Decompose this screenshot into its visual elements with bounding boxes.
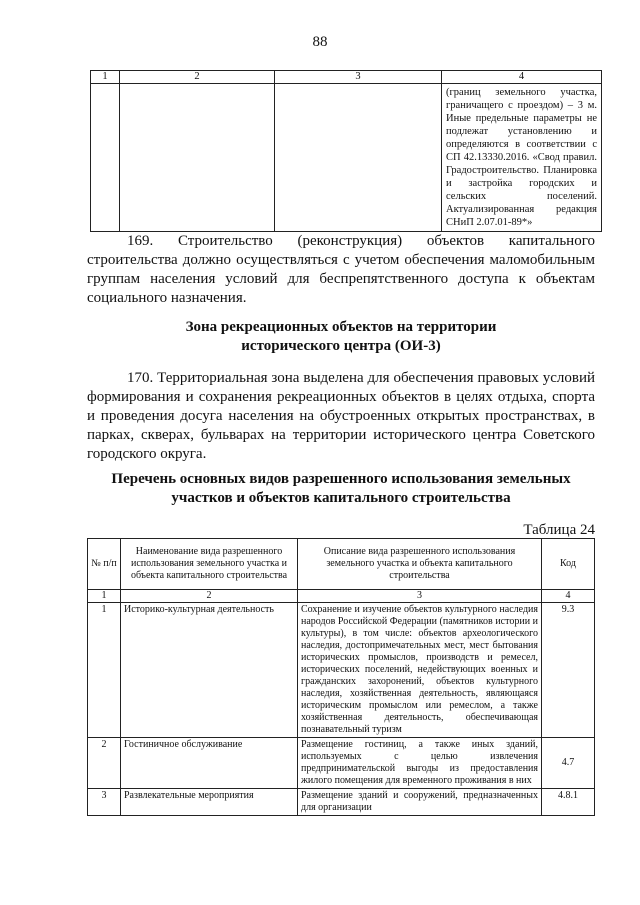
table-cell: (границ земельного участка, граничащего с проездом) – 3 м. Иные предельные параметры не подлежат установлению и определяются в соответствии с СП 42.13330.2016. «Свод правил. Градостроительство. Планировка и застройка городских и сельских поселений. Актуализированная редакция СНиП 2.07.01-89*» <box>442 84 602 232</box>
row-description: Сохранение и изучение объектов культурного наследия народов Российской Федерации (памятников истории и культуры), в том числе: объектов археологического наследия, достопримечательных мест, мест бытования исторических промыслов, производств и ремесел, исторических поселений, недействующих военных и гражданских захоронений, объектов культурного наследия, хозяйственная деятельность, являющаяся историческим промыслом или ремеслом, а также хозяйственная деятельность, обеспечивающая познавательный туризм <box>298 603 542 738</box>
col-number: 3 <box>275 71 442 84</box>
zone-heading-line: исторического центра (ОИ-3) <box>241 338 441 354</box>
row-number: 3 <box>88 789 121 816</box>
table-header-row <box>88 539 595 590</box>
page-number: 88 <box>312 34 328 50</box>
row-number: 2 <box>88 738 121 789</box>
continued-table <box>90 70 602 232</box>
table-row <box>88 789 595 816</box>
table-row <box>88 603 595 738</box>
table-cell <box>120 84 275 232</box>
row-number: 1 <box>88 603 121 738</box>
list-heading-line: участков и объектов капитального строительства <box>171 490 511 506</box>
row-description: Размещение зданий и сооружений, предназначенных для организации <box>298 789 542 816</box>
header-name: Наименование вида разрешенного использования земельного участка и объекта капитального строительства <box>121 539 298 590</box>
header-description: Описание вида разрешенного использования земельного участка и объекта капитального строительства <box>298 539 542 590</box>
col-number: 2 <box>121 590 298 603</box>
table-cell <box>91 84 120 232</box>
table-header-row <box>91 71 602 84</box>
col-number: 2 <box>120 71 275 84</box>
col-number: 4 <box>442 71 602 84</box>
paragraph-169: 169. Строительство (реконструкция) объектов капитального строительства должно осуществляться с учетом обеспечения маломобильным группам населения условий для беспрепятственного доступа к объектам социального назначения. <box>87 233 595 306</box>
zone-heading <box>87 318 595 356</box>
zone-heading-line: Зона рекреационных объектов на территории <box>185 319 497 335</box>
row-code: 4.7 <box>542 738 595 789</box>
row-code: 9.3 <box>542 603 595 738</box>
row-name: Развлекательные мероприятия <box>121 789 298 816</box>
column-number-row <box>88 590 595 603</box>
table-row <box>91 84 602 232</box>
header-code: Код <box>542 539 595 590</box>
col-number: 3 <box>298 590 542 603</box>
permitted-use-table <box>87 538 595 816</box>
table-row <box>88 738 595 789</box>
paragraph-170: 170. Территориальная зона выделена для обеспечения правовых условий формирования и сохранения рекреационных объектов в целях отдыха, спорта и проведения досуга населения на обустроенных открытых пространствах, в парках, скверах, бульварах на территории исторического центра Советского городского округа. <box>87 370 595 462</box>
row-name: Гостиничное обслуживание <box>121 738 298 789</box>
col-number: 1 <box>91 71 120 84</box>
col-number: 1 <box>88 590 121 603</box>
header-no: № п/п <box>88 539 121 590</box>
table-cell <box>275 84 442 232</box>
col-number: 4 <box>542 590 595 603</box>
row-code: 4.8.1 <box>542 789 595 816</box>
row-name: Историко-культурная деятельность <box>121 603 298 738</box>
list-heading-line: Перечень основных видов разрешенного использования земельных <box>111 471 571 487</box>
table-caption: Таблица 24 <box>523 522 595 538</box>
row-description: Размещение гостиниц, а также иных зданий, используемых с целью извлечения предпринимательской выгоды из предоставления жилого помещения для временного проживания в них <box>298 738 542 789</box>
list-heading <box>87 470 595 508</box>
